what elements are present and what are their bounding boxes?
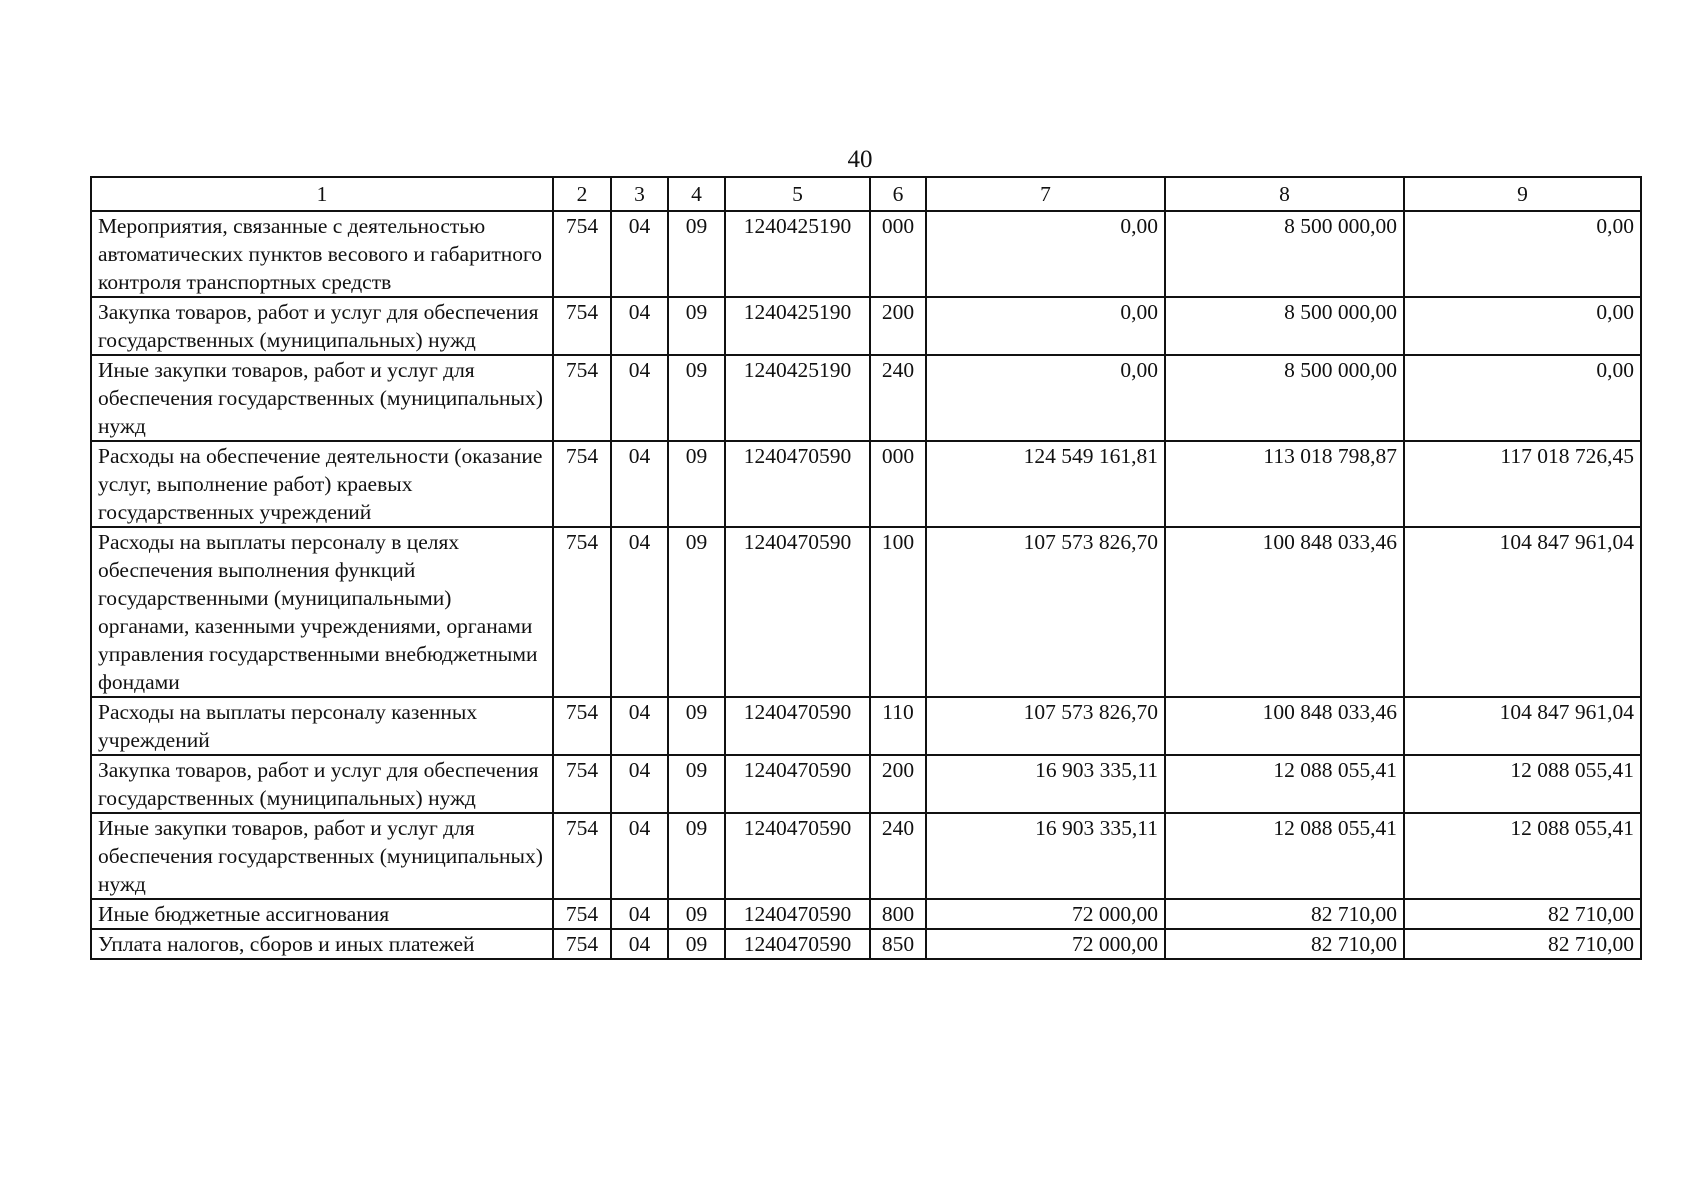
target-article-code: 1240470590 <box>725 899 870 929</box>
table-row <box>91 929 1641 959</box>
table-row <box>91 899 1641 929</box>
amount-col-8: 8 500 000,00 <box>1165 355 1404 441</box>
amount-col-8: 8 500 000,00 <box>1165 297 1404 355</box>
section-code: 04 <box>611 813 668 899</box>
section-code: 04 <box>611 441 668 527</box>
column-number-row <box>91 177 1641 211</box>
column-header-7: 7 <box>926 177 1165 211</box>
subsection-code: 09 <box>668 527 725 697</box>
amount-col-7: 16 903 335,11 <box>926 755 1165 813</box>
table-row <box>91 297 1641 355</box>
row-name: Иные закупки товаров, работ и услуг для обеспечения государственных (муниципальных) нужд <box>91 355 553 441</box>
row-name: Иные закупки товаров, работ и услуг для обеспечения государственных (муниципальных) нужд <box>91 813 553 899</box>
target-article-code: 1240470590 <box>725 697 870 755</box>
ministry-code: 754 <box>553 813 611 899</box>
target-article-code: 1240425190 <box>725 355 870 441</box>
row-name: Расходы на обеспечение деятельности (оказание услуг, выполнение работ) краевых государственных учреждений <box>91 441 553 527</box>
column-header-2: 2 <box>553 177 611 211</box>
section-code: 04 <box>611 755 668 813</box>
subsection-code: 09 <box>668 899 725 929</box>
column-header-8: 8 <box>1165 177 1404 211</box>
section-code: 04 <box>611 527 668 697</box>
ministry-code: 754 <box>553 755 611 813</box>
ministry-code: 754 <box>553 527 611 697</box>
amount-col-9: 82 710,00 <box>1404 929 1641 959</box>
amount-col-8: 113 018 798,87 <box>1165 441 1404 527</box>
expense-type-code: 100 <box>870 527 926 697</box>
subsection-code: 09 <box>668 441 725 527</box>
amount-col-8: 12 088 055,41 <box>1165 755 1404 813</box>
ministry-code: 754 <box>553 899 611 929</box>
amount-col-8: 100 848 033,46 <box>1165 527 1404 697</box>
amount-col-8: 82 710,00 <box>1165 929 1404 959</box>
column-header-6: 6 <box>870 177 926 211</box>
amount-col-9: 0,00 <box>1404 211 1641 297</box>
subsection-code: 09 <box>668 297 725 355</box>
table-row <box>91 211 1641 297</box>
row-name: Закупка товаров, работ и услуг для обеспечения государственных (муниципальных) нужд <box>91 297 553 355</box>
page-number: 40 <box>847 146 873 173</box>
expense-type-code: 240 <box>870 355 926 441</box>
target-article-code: 1240470590 <box>725 813 870 899</box>
amount-col-7: 72 000,00 <box>926 899 1165 929</box>
subsection-code: 09 <box>668 813 725 899</box>
expense-type-code: 240 <box>870 813 926 899</box>
row-name: Расходы на выплаты персоналу в целях обеспечения выполнения функций государственными (муниципальными) органами, казенными учреждениями, органами управления государственными внебюджетными фондами <box>91 527 553 697</box>
subsection-code: 09 <box>668 211 725 297</box>
section-code: 04 <box>611 211 668 297</box>
column-header-9: 9 <box>1404 177 1641 211</box>
section-code: 04 <box>611 929 668 959</box>
section-code: 04 <box>611 899 668 929</box>
amount-col-8: 8 500 000,00 <box>1165 211 1404 297</box>
amount-col-8: 82 710,00 <box>1165 899 1404 929</box>
target-article-code: 1240470590 <box>725 755 870 813</box>
amount-col-7: 124 549 161,81 <box>926 441 1165 527</box>
subsection-code: 09 <box>668 355 725 441</box>
table-row <box>91 755 1641 813</box>
target-article-code: 1240425190 <box>725 211 870 297</box>
amount-col-7: 0,00 <box>926 211 1165 297</box>
row-name: Закупка товаров, работ и услуг для обеспечения государственных (муниципальных) нужд <box>91 755 553 813</box>
subsection-code: 09 <box>668 697 725 755</box>
row-name: Уплата налогов, сборов и иных платежей <box>91 929 553 959</box>
amount-col-8: 100 848 033,46 <box>1165 697 1404 755</box>
amount-col-7: 0,00 <box>926 297 1165 355</box>
expense-type-code: 200 <box>870 755 926 813</box>
ministry-code: 754 <box>553 211 611 297</box>
row-name: Иные бюджетные ассигнования <box>91 899 553 929</box>
amount-col-7: 107 573 826,70 <box>926 697 1165 755</box>
amount-col-9: 104 847 961,04 <box>1404 527 1641 697</box>
ministry-code: 754 <box>553 441 611 527</box>
expense-type-code: 000 <box>870 441 926 527</box>
expense-type-code: 850 <box>870 929 926 959</box>
amount-col-7: 0,00 <box>926 355 1165 441</box>
expense-type-code: 200 <box>870 297 926 355</box>
expense-type-code: 000 <box>870 211 926 297</box>
subsection-code: 09 <box>668 755 725 813</box>
ministry-code: 754 <box>553 355 611 441</box>
target-article-code: 1240470590 <box>725 929 870 959</box>
row-name: Расходы на выплаты персоналу казенных учреждений <box>91 697 553 755</box>
table-row <box>91 355 1641 441</box>
section-code: 04 <box>611 697 668 755</box>
column-header-3: 3 <box>611 177 668 211</box>
ministry-code: 754 <box>553 297 611 355</box>
target-article-code: 1240470590 <box>725 527 870 697</box>
table-row <box>91 441 1641 527</box>
amount-col-8: 12 088 055,41 <box>1165 813 1404 899</box>
amount-col-9: 117 018 726,45 <box>1404 441 1641 527</box>
section-code: 04 <box>611 355 668 441</box>
row-name: Мероприятия, связанные с деятельностью автоматических пунктов весового и габаритного контроля транспортных средств <box>91 211 553 297</box>
budget-table <box>90 176 1642 960</box>
target-article-code: 1240425190 <box>725 297 870 355</box>
column-header-1: 1 <box>91 177 553 211</box>
amount-col-9: 0,00 <box>1404 297 1641 355</box>
amount-col-9: 12 088 055,41 <box>1404 813 1641 899</box>
expense-type-code: 800 <box>870 899 926 929</box>
amount-col-7: 107 573 826,70 <box>926 527 1165 697</box>
target-article-code: 1240470590 <box>725 441 870 527</box>
ministry-code: 754 <box>553 929 611 959</box>
amount-col-7: 16 903 335,11 <box>926 813 1165 899</box>
amount-col-9: 82 710,00 <box>1404 899 1641 929</box>
section-code: 04 <box>611 297 668 355</box>
table-row <box>91 813 1641 899</box>
column-header-4: 4 <box>668 177 725 211</box>
amount-col-9: 104 847 961,04 <box>1404 697 1641 755</box>
expense-type-code: 110 <box>870 697 926 755</box>
column-header-5: 5 <box>725 177 870 211</box>
ministry-code: 754 <box>553 697 611 755</box>
amount-col-7: 72 000,00 <box>926 929 1165 959</box>
table-row <box>91 527 1641 697</box>
amount-col-9: 12 088 055,41 <box>1404 755 1641 813</box>
amount-col-9: 0,00 <box>1404 355 1641 441</box>
subsection-code: 09 <box>668 929 725 959</box>
table-row <box>91 697 1641 755</box>
